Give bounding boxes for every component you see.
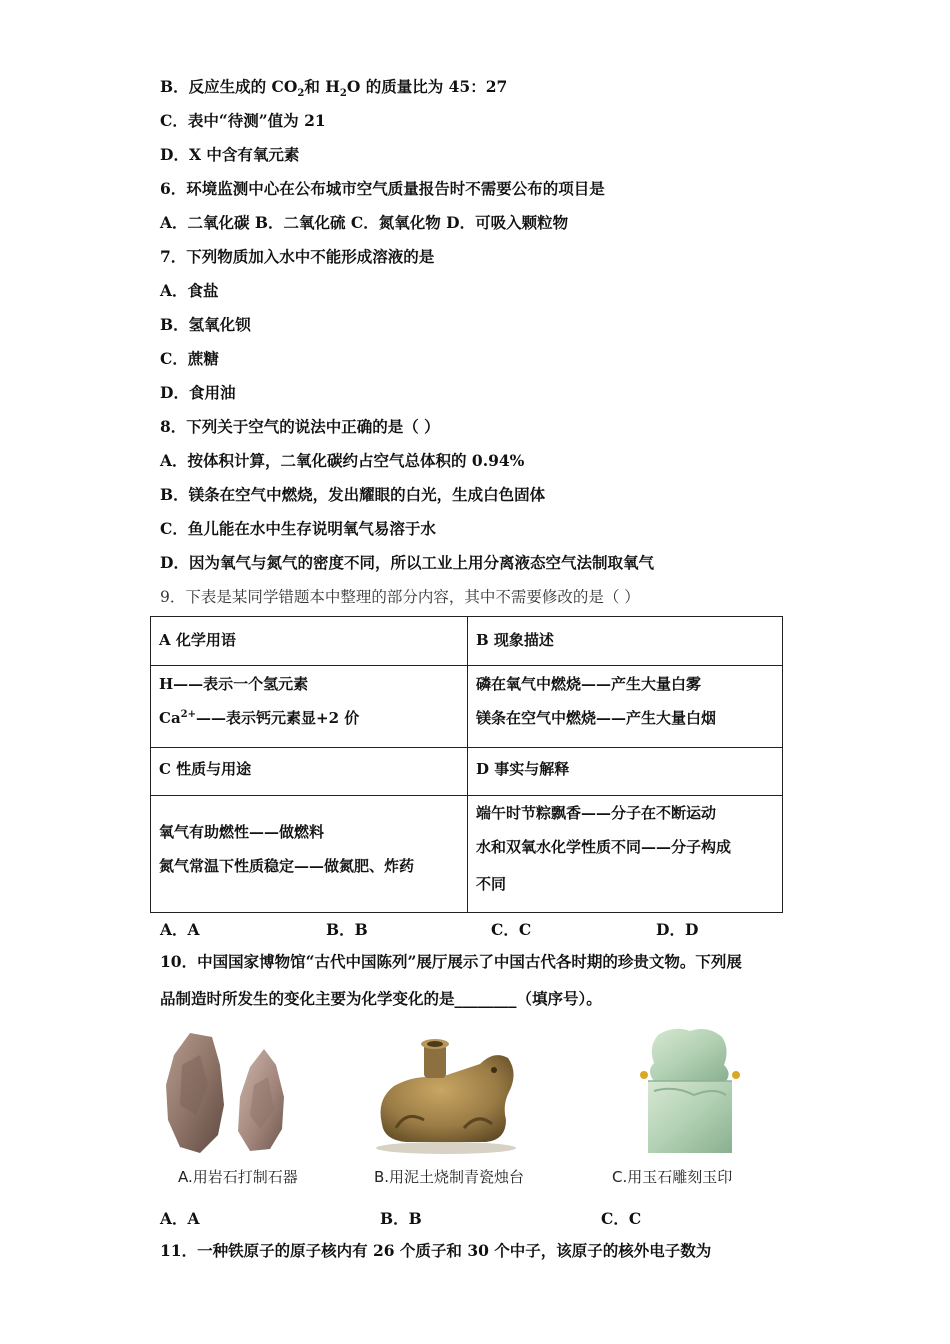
celadon-candlestick-image — [366, 1028, 526, 1158]
q9-c-content: 氧气有助燃性——做燃料 氮气常温下性质稳定——做氮肥、炸药 — [151, 796, 468, 913]
q7-option-d: D．食用油 — [160, 383, 236, 402]
q9-option-d: D．D — [656, 920, 699, 939]
jade-seal-image — [634, 1025, 744, 1160]
q5-option-d: D．X 中含有氧元素 — [160, 145, 300, 164]
caption-c: C.用玉石雕刻玉印 — [612, 1168, 733, 1186]
q9-option-b: B．B — [326, 920, 368, 939]
q9-d-content: 端午时节粽飘香——分子在不断运动 水和双氧水化学性质不同——分子构成 不同 — [468, 796, 783, 913]
q9-c-header: C 性质与用途 — [151, 748, 468, 796]
q8-stem: 8．下列关于空气的说法中正确的是（ ） — [160, 417, 440, 436]
q7-stem: 7．下列物质加入水中不能形成溶液的是 — [160, 247, 435, 266]
q7-option-b: B．氢氧化钡 — [160, 315, 251, 334]
q6-options: A．二氧化碳 B．二氧化硫 C．氮氧化物 D．可吸入颗粒物 — [160, 213, 569, 232]
q10-stem-line2: 品制造时所发生的变化主要为化学变化的是________（填序号）。 — [160, 989, 602, 1008]
q10-option-c: C．C — [601, 1209, 642, 1228]
q9-stem: 9．下表是某同学错题本中整理的部分内容，其中不需要修改的是（ ） — [160, 588, 640, 606]
caption-a: A.用岩石打制石器 — [178, 1168, 298, 1186]
q6-stem: 6．环境监测中心在公布城市空气质量报告时不需要公布的项目是 — [160, 179, 605, 198]
stone-tools-image — [160, 1025, 300, 1160]
q10-stem-line1: 10．中国国家博物馆“古代中国陈列”展厅展示了中国古代各时期的珍贵文物。下列展 — [160, 952, 742, 971]
q7-option-a: A．食盐 — [160, 281, 219, 300]
q5-option-c: C．表中“待测”值为 21 — [160, 111, 326, 130]
q8-option-d: D．因为氧气与氮气的密度不同，所以工业上用分离液态空气法制取氧气 — [160, 553, 654, 572]
q5-option-b: B．反应生成的 $CO_2$和 $H_2O$ 的质量比为 45：27 — [160, 77, 508, 100]
q10-option-b: B．B — [380, 1209, 422, 1228]
q9-option-c: C．C — [491, 920, 532, 939]
caption-b: B.用泥土烧制青瓷烛台 — [374, 1168, 525, 1186]
q8-option-a: A．按体积计算，二氧化碳约占空气总体积的 0.94% — [160, 451, 525, 470]
q9-table — [150, 616, 783, 913]
q8-option-c: C．鱼儿能在水中生存说明氧气易溶于水 — [160, 519, 436, 538]
q9-a-content: H——表示一个氢元素 $Ca^{2+}——$表示钙元素显+2 价 — [151, 666, 468, 748]
q9-option-a: A．A — [160, 920, 200, 939]
q9-d-header: D 事实与解释 — [468, 748, 783, 796]
q8-option-b: B．镁条在空气中燃烧，发出耀眼的白光，生成白色固体 — [160, 485, 546, 504]
q9-b-header: B 现象描述 — [468, 617, 783, 666]
q7-option-c: C．蔗糖 — [160, 349, 219, 368]
q10-option-a: A．A — [160, 1209, 200, 1228]
q11-stem: 11．一种铁原子的原子核内有 26 个质子和 30 个中子，该原子的核外电子数为 — [160, 1241, 712, 1260]
q9-b-content: 磷在氧气中燃烧——产生大量白雾 镁条在空气中燃烧——产生大量白烟 — [468, 666, 783, 748]
q9-a-header: A 化学用语 — [151, 617, 468, 666]
